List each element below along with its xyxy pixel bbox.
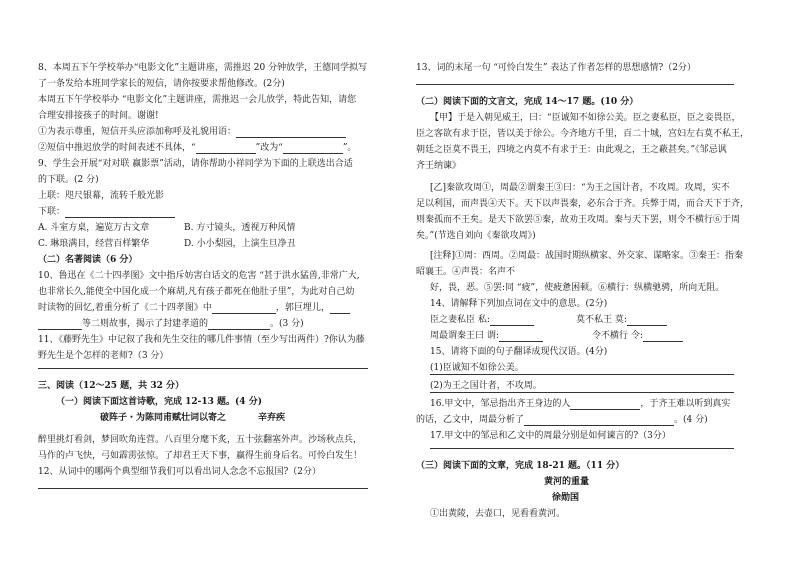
article-author: 徐勋国 — [552, 493, 580, 503]
poem-line-1: 醉里挑灯看剑，梦回吹角连营。八百里分麾下炙，五十弦翻塞外声。沙场秋点兵， — [38, 435, 363, 445]
q8-line-3: 本周五下午学校举办 “电影文化”主题讲座，需推迟一会儿放学，特此告知，请您 — [38, 95, 357, 105]
passage-jia-line-1: 【甲】于是入朝见威王，曰：“臣诚知不如徐公美。臣之妻私臣，臣之妾畏臣， — [430, 113, 741, 123]
q9-option-b: B. 方寸镜头，透视万种风情 — [184, 223, 296, 233]
q8-line-1: 8、本周五下午学校举办“电影文化”主题讲座，需推迟 20 分钟放学，王德同学拟写 — [38, 63, 368, 73]
q16-line-1: 16.甲文中，邹忌指出齐王身边的人 ，于齐王难以听到真实 — [430, 399, 731, 409]
q14: 14、请解释下列加点词在文中的意思。(2分) — [430, 299, 608, 309]
q14-item-3: 周最谓秦王曰 谓: — [430, 330, 543, 342]
q10-line-4: 等二则故事，揭示了封建孝道的 。(3 分) — [38, 318, 304, 330]
answer-line[interactable] — [416, 84, 734, 85]
poem-author: 辛弃疾 — [258, 413, 286, 423]
q9-option-a: A. 斗室方桌，遍览万古文章 — [38, 223, 150, 233]
q9-line-2: 的下联。(2 分) — [38, 175, 99, 185]
q12: 12、从词中的哪两个典型细节我们可以看出词人念念不忘报国?（2分） — [38, 467, 322, 477]
q8-item-2: ②短信中推迟放学的时间表述不具体，“ ”改为“ ”。 — [38, 143, 357, 153]
answer-blank[interactable] — [330, 303, 350, 314]
q9-lower-couplet: 下联： — [38, 206, 175, 218]
q15-item-2: (2)为王之国计者，不攻周。 — [430, 381, 542, 391]
q14-item-2: 莫不私王 莫: — [576, 314, 667, 326]
passage-jia-line-4: 齐王纳谏》 — [416, 161, 462, 171]
q11-line-2: 野先生是个怎样的老师?（3 分） — [38, 351, 169, 361]
q9-option-d: D. 小小梨园，上演生旦净丑 — [184, 239, 296, 249]
subsection-title-article: （三）阅读下面的文章，完成 18-21 题。（11 分） — [416, 461, 625, 471]
answer-blank[interactable] — [38, 319, 82, 330]
q16-line-2: 的话，乙文中，周最分析了 。(4 分) — [416, 415, 708, 425]
passage-yi-line-2: 足以利国，而声畏④天下。天下以声畏秦，必东合于齐。兵弊于周，而合天下于齐， — [416, 199, 750, 209]
answer-blank[interactable] — [65, 207, 175, 218]
answer-line[interactable] — [430, 392, 734, 393]
q9-option-c: C. 琳琅满目，经营百样繁华 — [38, 239, 150, 249]
q10-line-3: 时读物的回忆,着重分析了《二十四孝图》中 ，郭巨埋儿， — [38, 302, 350, 314]
answer-blank[interactable] — [283, 143, 343, 154]
q8-item-1: ①为表示尊重，短信开头应添加称呼及礼貌用语： — [38, 126, 346, 138]
q9-upper-couplet: 上联：咫尺银幕，流转千般光影 — [38, 191, 165, 201]
section-title-reading: 三、阅读（12～25 题，共 32 分） — [38, 381, 184, 391]
answer-blank[interactable] — [499, 331, 543, 342]
article-title: 黄河的重量 — [544, 477, 590, 487]
passage-jia-line-3: 朝廷之臣莫不畏王，四境之内莫不有求于王：由此观之，王之蔽甚矣。”《邹忌讽 — [416, 145, 727, 155]
section-title-classics: （二）名著阅读（6 分） — [38, 255, 138, 265]
q17: 17.甲文中的邹忌和乙文中的周最分别是如何谏言的?（3分） — [430, 431, 671, 441]
poem-line-2: 马作的卢飞快，弓如霹雳弦惊。了却君王天下事，赢得生前身后名。可怜白发生！ — [38, 451, 363, 461]
q14-item-1: 臣之妻私臣 私: — [430, 314, 534, 326]
q9-line-1: 9、学生会开展“对对联 赢影票”活动，请你帮助小祥同学为下面的上联选出合适 — [38, 159, 353, 169]
article-paragraph-1: ①出黄陵，去壶口，见看看黄河。 — [430, 509, 566, 519]
answer-line[interactable] — [430, 448, 734, 449]
subsection-title-poem: （一）阅读下面这首诗歌，完成 12-13 题。(4 分) — [56, 397, 262, 407]
answer-blank[interactable] — [570, 399, 640, 410]
passage-yi-line-1: [乙]秦欲攻周①，周最②谓秦王③曰：“为王之国计者，不攻周。攻周，实不 — [430, 183, 730, 193]
q15-item-1: (1)臣诚知不如徐公美。 — [430, 363, 524, 373]
note-line-2: 昭襄王。④声畏：名声不 — [416, 267, 516, 277]
passage-yi-line-4: 矣。”(节选自刘向《秦欲攻周》) — [416, 231, 536, 241]
answer-blank[interactable] — [490, 315, 534, 326]
q14-item-4: 令不横行 令: — [592, 330, 683, 342]
note-line-1: [注释]①周：西周。②周最：战国时期纵横家、外交家、谋略家。③秦王：指秦 — [430, 251, 744, 261]
q13: 13、词的末尾一句 “可怜白发生” 表达了作者怎样的思想感情?（2分） — [416, 63, 696, 73]
note-line-3: 好，畏，恶。⑤罢:同 “疲”，使疲惫困顿。⑥横行：纵横驰骋，所向无阻。 — [430, 283, 725, 293]
subsection-title-classical: （二）阅读下面的文言文，完成 14～17 题。(10 分） — [416, 97, 639, 107]
answer-line[interactable] — [430, 374, 734, 375]
answer-blank[interactable] — [524, 415, 674, 426]
q8-line-2: 了一条发给本班同学家长的短信，请你按要求帮他修改。(2分) — [38, 79, 285, 89]
passage-yi-line-3: 则秦孤而不王矣。是天下欲罢⑤秦，故劝王攻周。秦与天下罢，则令不横行⑥于周 — [416, 215, 741, 225]
q15: 15、请将下面的句子翻译成现代汉语。(4分) — [430, 347, 608, 357]
q11-line-1: 11、《藤野先生》中记叙了我和先生交往的哪几件事情（至少写出两件）?你认为藤 — [38, 335, 365, 345]
answer-blank[interactable] — [196, 143, 256, 154]
q10-line-1: 10、鲁迅在《二十四孝图》文中指斥妨害白话文的危害 “甚于洪水猛兽,非常广大, — [38, 271, 360, 281]
answer-blank[interactable] — [643, 331, 683, 342]
q10-line-2: 也非常长久,能使全中国化成一个麻胡,凡有孩子都死在他肚子里”，为此对自己幼 — [38, 287, 355, 297]
passage-jia-line-2: 臣之客欲有求于臣，皆以美于徐公。今齐地方千里，百二十城，宫妇左右莫不私王， — [416, 129, 750, 139]
divider — [38, 368, 368, 369]
answer-blank[interactable] — [208, 319, 270, 330]
answer-line[interactable] — [38, 488, 368, 489]
answer-blank[interactable] — [627, 315, 667, 326]
q8-line-4: 合理安排接孩子的时间。谢谢! — [38, 111, 159, 121]
poem-title: 破阵子・为陈同甫赋壮词以寄之 — [100, 413, 227, 423]
answer-blank[interactable] — [212, 303, 276, 314]
answer-blank[interactable] — [236, 127, 346, 138]
